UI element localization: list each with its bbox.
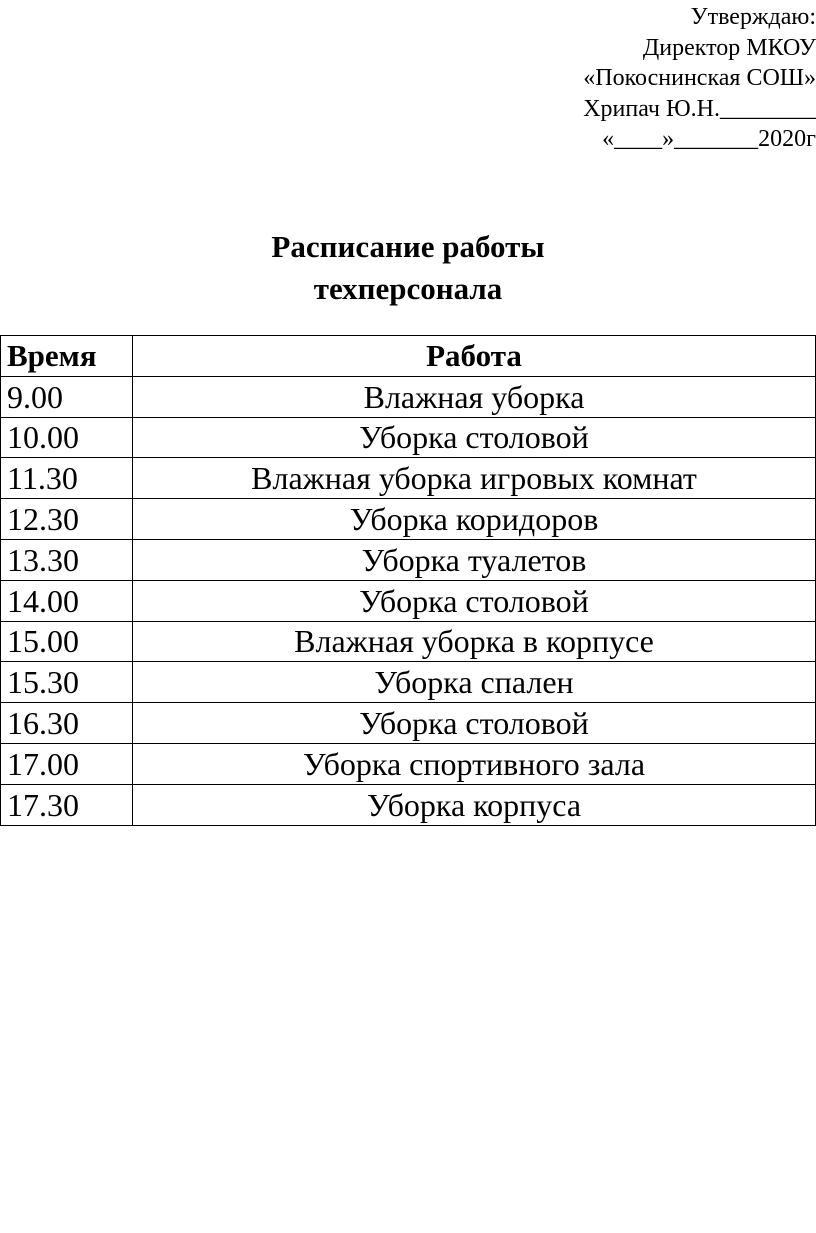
- approval-position: Директор МКОУ: [642, 34, 816, 61]
- table-row: [1, 621, 816, 662]
- document-title-line-1: Расписание работы: [271, 229, 545, 264]
- time-cell: 17.00: [1, 743, 133, 784]
- table-row: [1, 743, 816, 784]
- table-row: [1, 662, 816, 703]
- work-cell: Влажная уборка в корпусе: [133, 621, 816, 662]
- approval-organization: «Покоснинская СОШ»: [583, 65, 816, 91]
- work-cell: Уборка столовой: [133, 417, 816, 458]
- column-header-time: Время: [1, 336, 133, 377]
- table-row: [1, 376, 816, 417]
- work-cell: Уборка спортивного зала: [133, 743, 816, 784]
- table-row: [1, 417, 816, 458]
- table-row: [1, 539, 816, 580]
- work-cell: Уборка спален: [133, 662, 816, 703]
- column-header-work: Работа: [133, 336, 816, 377]
- table-row: [1, 458, 816, 499]
- document-title-line-2: техперсонала: [313, 271, 503, 306]
- table-row: [1, 580, 816, 621]
- table-header-row: [1, 336, 816, 377]
- work-cell: Уборка корпуса: [133, 784, 816, 825]
- approval-signatory: Хрипач Ю.Н.________: [583, 95, 816, 122]
- time-cell: 14.00: [1, 580, 133, 621]
- work-cell: Уборка столовой: [133, 703, 816, 744]
- time-cell: 17.30: [1, 784, 133, 825]
- table-row: [1, 703, 816, 744]
- approval-heading: Утверждаю:: [690, 4, 816, 30]
- time-cell: 15.30: [1, 662, 133, 703]
- time-cell: 13.30: [1, 539, 133, 580]
- document-title: [0, 226, 816, 310]
- table-row: [1, 499, 816, 540]
- work-cell: Уборка коридоров: [133, 499, 816, 540]
- work-cell: Влажная уборка: [133, 376, 816, 417]
- time-cell: 9.00: [1, 376, 133, 417]
- schedule-table: [0, 335, 816, 826]
- work-cell: Уборка туалетов: [133, 539, 816, 580]
- time-cell: 11.30: [1, 458, 133, 499]
- work-cell: Уборка столовой: [133, 580, 816, 621]
- time-cell: 15.00: [1, 621, 133, 662]
- time-cell: 16.30: [1, 703, 133, 744]
- approval-date: «____»_______2020г: [602, 126, 816, 152]
- time-cell: 12.30: [1, 499, 133, 540]
- time-cell: 10.00: [1, 417, 133, 458]
- table-row: [1, 784, 816, 825]
- work-cell: Влажная уборка игровых комнат: [133, 458, 816, 499]
- approval-block: [583, 2, 816, 155]
